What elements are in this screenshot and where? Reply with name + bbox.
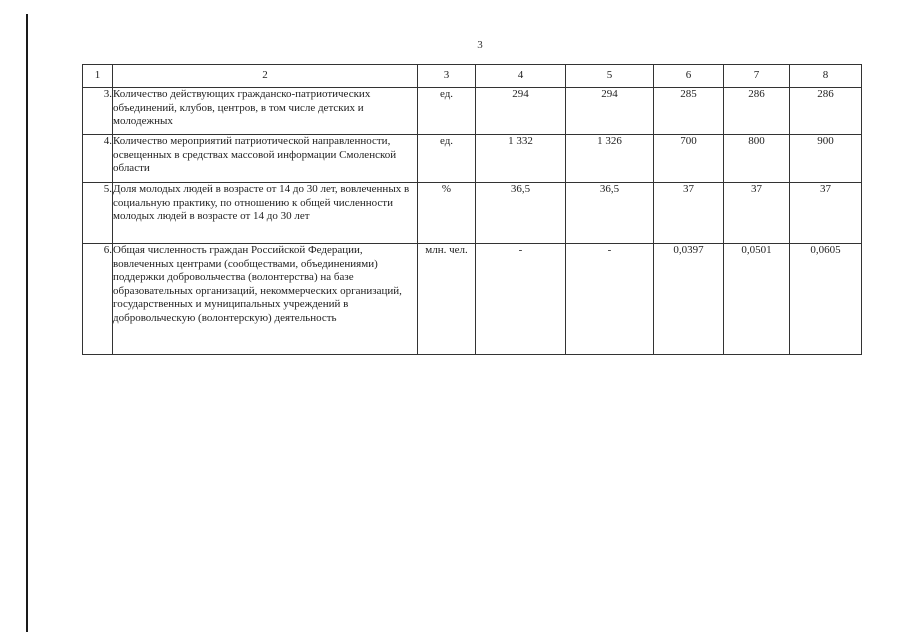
value-cell: 286: [790, 88, 862, 135]
column-header: 3: [418, 65, 476, 88]
value-cell: 0,0605: [790, 244, 862, 355]
value-cell: 800: [724, 135, 790, 183]
indicator-name: Количество действующих гражданско-патриотических объединений, клубов, центров, в том числе детских и молодежных: [113, 88, 418, 135]
value-cell: 900: [790, 135, 862, 183]
table-row: [83, 244, 862, 355]
value-cell: 37: [790, 183, 862, 244]
value-cell: 1 326: [566, 135, 654, 183]
column-header: 8: [790, 65, 862, 88]
value-cell: 294: [476, 88, 566, 135]
column-header: 1: [83, 65, 113, 88]
unit-cell: млн. чел.: [418, 244, 476, 355]
column-header: 2: [113, 65, 418, 88]
value-cell: 36,5: [566, 183, 654, 244]
row-number: 3.: [83, 88, 113, 135]
header-row: [83, 65, 862, 88]
value-cell: -: [476, 244, 566, 355]
row-number: 5.: [83, 183, 113, 244]
value-cell: 0,0397: [654, 244, 724, 355]
row-number: 4.: [83, 135, 113, 183]
column-header: 7: [724, 65, 790, 88]
value-cell: 36,5: [476, 183, 566, 244]
value-cell: 286: [724, 88, 790, 135]
row-number: 6.: [83, 244, 113, 355]
value-cell: 37: [724, 183, 790, 244]
indicator-name: Общая численность граждан Российской Федерации, вовлеченных центрами (сообществами, объединениями) поддержки добровольчества (волонтерства) на базе образовательных организаций, некоммерческих организаций, государственных и муниципальных учреждений в добровольческую (волонтерскую) деятельность: [113, 244, 418, 355]
value-cell: 285: [654, 88, 724, 135]
unit-cell: ед.: [418, 88, 476, 135]
left-margin-rule: [26, 14, 28, 632]
value-cell: 37: [654, 183, 724, 244]
indicators-table: [82, 64, 862, 355]
value-cell: 0,0501: [724, 244, 790, 355]
table-row: [83, 135, 862, 183]
page-number: 3: [477, 39, 483, 51]
table-row: [83, 88, 862, 135]
table-row: [83, 183, 862, 244]
value-cell: 294: [566, 88, 654, 135]
value-cell: -: [566, 244, 654, 355]
column-header: 6: [654, 65, 724, 88]
indicator-name: Количество мероприятий патриотической направленности, освещенных в средствах массовой информации Смоленской области: [113, 135, 418, 183]
value-cell: 1 332: [476, 135, 566, 183]
unit-cell: %: [418, 183, 476, 244]
column-header: 5: [566, 65, 654, 88]
value-cell: 700: [654, 135, 724, 183]
indicator-name: Доля молодых людей в возрасте от 14 до 30 лет, вовлеченных в социальную практику, по отношению к общей численности молодых людей в возрасте от 14 до 30 лет: [113, 183, 418, 244]
unit-cell: ед.: [418, 135, 476, 183]
column-header: 4: [476, 65, 566, 88]
